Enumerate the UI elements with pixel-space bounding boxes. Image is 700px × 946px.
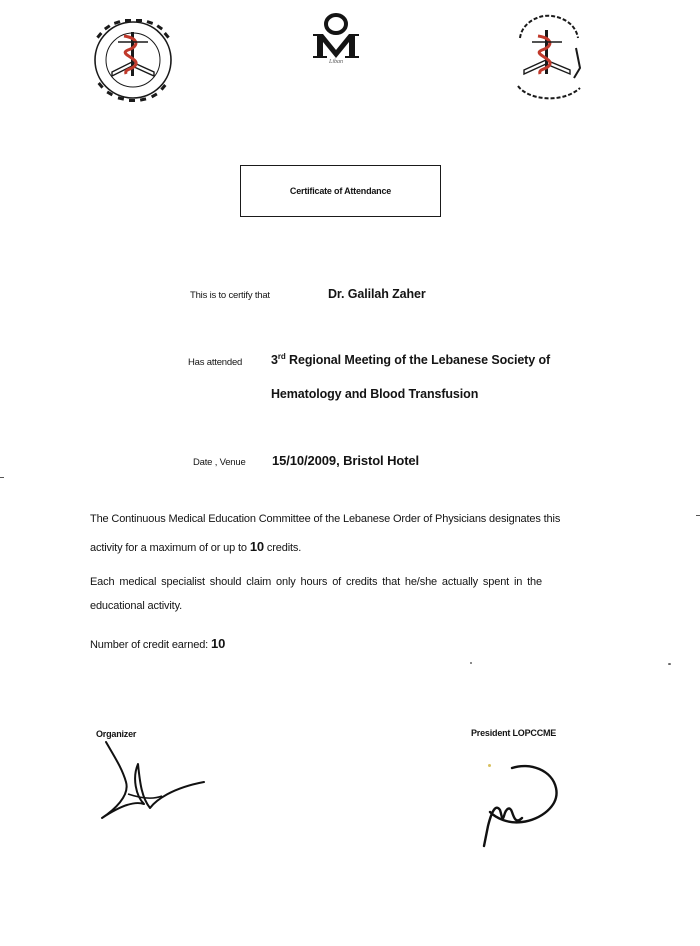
- lebanese-order-logo-left: [78, 12, 188, 107]
- scan-edge-mark: [696, 515, 700, 516]
- attended-label: Has attended: [188, 357, 243, 368]
- event-title-line1: [271, 352, 550, 367]
- date-venue: 15/10/2009, Bristol Hotel: [272, 453, 420, 468]
- president-signature: [482, 760, 572, 860]
- credits-earned-line: [90, 636, 225, 651]
- event-ordinal: 3: [271, 353, 278, 368]
- scan-speck: [488, 764, 491, 767]
- cme-designation-line2: [90, 539, 301, 554]
- scan-edge-mark: [0, 477, 4, 478]
- certificate-title-box: [240, 165, 441, 217]
- president-label: President LOPCCME: [471, 728, 557, 738]
- om-monogram-logo: [303, 10, 369, 70]
- scan-speck: [470, 662, 472, 664]
- scan-speck: [668, 663, 671, 665]
- date-label: Date , Venue: [193, 457, 246, 468]
- om-logo-caption: Liban: [328, 59, 343, 65]
- event-title-line1-text: Regional Meeting of the Lebanese Society of: [285, 353, 551, 368]
- event-ordinal-suffix: rd: [277, 352, 286, 361]
- credit-max-value: 10: [249, 539, 264, 554]
- organizer-signature: [92, 738, 217, 833]
- certify-label: This is to certify that: [190, 290, 270, 301]
- recipient-name: Dr. Galilah Zaher: [328, 287, 426, 301]
- claim-notice-line1: Each medical specialist should claim only hours of credits that he/she actually spent in the: [90, 576, 542, 588]
- organizer-label: Organizer: [96, 729, 137, 739]
- certificate-title: Certificate of Attendance: [289, 186, 392, 196]
- credit-max-suffix: credits.: [263, 542, 302, 554]
- lebanese-order-logo-right: [500, 8, 595, 108]
- event-title-line2: Hematology and Blood Transfusion: [271, 387, 479, 401]
- credits-earned-value: 10: [210, 636, 226, 651]
- claim-notice-line2: educational activity.: [90, 600, 183, 612]
- cme-designation-line1: The Continuous Medical Education Committee of the Lebanese Order of Physicians designates this: [90, 513, 561, 525]
- credit-max-prefix: activity for a maximum of or up to: [90, 542, 250, 554]
- credits-earned-label: Number of credit earned:: [90, 639, 211, 651]
